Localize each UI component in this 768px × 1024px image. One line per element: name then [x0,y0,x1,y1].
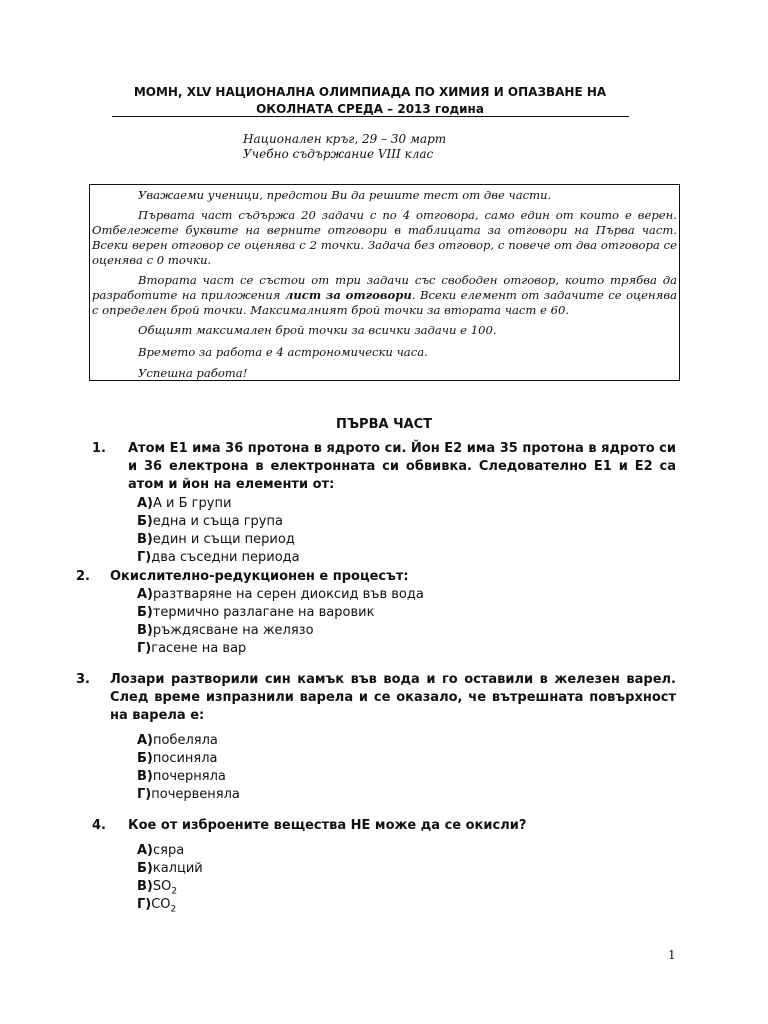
question-text: Атом Е1 има 36 протона в ядрото си. Йон Е2 има 35 протона в ядрото си и 36 електрона в електронната си обвивка. Следователно Е1 и Е2 са атом и йон на елементи от: [128,441,676,492]
answer-option: А)А и Б групи [137,496,232,511]
header-round: Национален кръг, 29 – 30 март [243,132,447,146]
answer-option: Г)почервеняла [137,787,240,802]
page-number: 1 [668,948,676,962]
header-content: Учебно съдържание VIII клас [243,147,434,161]
header-title-line1: МОМН, XLV НАЦИОНАЛНА ОЛИМПИАДА ПО ХИМИЯ И ОПАЗВАНЕ НА [133,85,607,99]
answer-option: $Г)CO_2$ [137,897,177,915]
answer-option: Г)гасене на вар [137,641,247,656]
question-number: 4. [92,818,106,833]
question-text: Лозари разтворили син камък във вода и го оставили в железен варел. След време изпразнили варела и се оказало, че вътрешната повърхност на варела е: [110,672,676,723]
instruction-paragraph: Успешна работа! [138,366,248,380]
answer-option: $В)SO_2$ [137,879,178,897]
instruction-paragraph: Времето за работа е 4 астрономически часа. [138,345,428,359]
header-title-line2: ОКОЛНАТА СРЕДА – 2013 година [256,102,484,116]
answer-option: Г)два съседни периода [137,550,300,565]
answer-option: А)сяра [137,843,185,858]
instruction-paragraph: Първата част съдържа 20 задачи с по 4 отговора, само един от които е верен. Отбележете буквите на верните отговори в таблицата за отговори на Първа част. Всеки верен отговор се оценява с 2 точки. Задача без отговор, с повече от два отговора се оценява с 0 точки. [92,208,677,267]
answer-sheet-emphasis: лист за отговори [284,288,412,302]
question-text: Окислително-редукционен е процесът: [110,569,409,584]
question-number: 2. [76,569,90,584]
instruction-paragraph: Общият максимален брой точки за всички задачи е 100. [138,323,497,337]
answer-option: Б)една и съща група [137,514,283,529]
instruction-paragraph: Втората част се състои от три задачи със свободен отговор, които трябва да разработите на приложения лист за отговори. Всеки елемент от задачите се оценява с определен брой точки. Максималният брой точки за втората част е 60. [92,273,678,317]
question-number: 1. [92,441,106,456]
answer-option: В)ръждясване на желязо [137,623,314,638]
answer-option: А)разтваряне на серен диоксид във вода [137,587,424,602]
answer-option: Б)термично разлагане на варовик [137,605,375,620]
answer-option: А)побеляла [137,733,218,748]
answer-option: В)един и същи период [137,532,295,547]
answer-option: Б)посиняла [137,751,218,766]
question-text: Кое от изброените вещества НЕ може да се окисли? [128,818,527,833]
answer-option: В)почерняла [137,769,226,784]
answer-option: Б)калций [137,861,203,876]
section-title: ПЪРВА ЧАСТ [335,417,433,432]
header-divider [112,116,629,117]
instruction-paragraph: Уважаеми ученици, предстои Ви да решите тест от две части. [138,188,552,202]
question-number: 3. [76,672,90,687]
